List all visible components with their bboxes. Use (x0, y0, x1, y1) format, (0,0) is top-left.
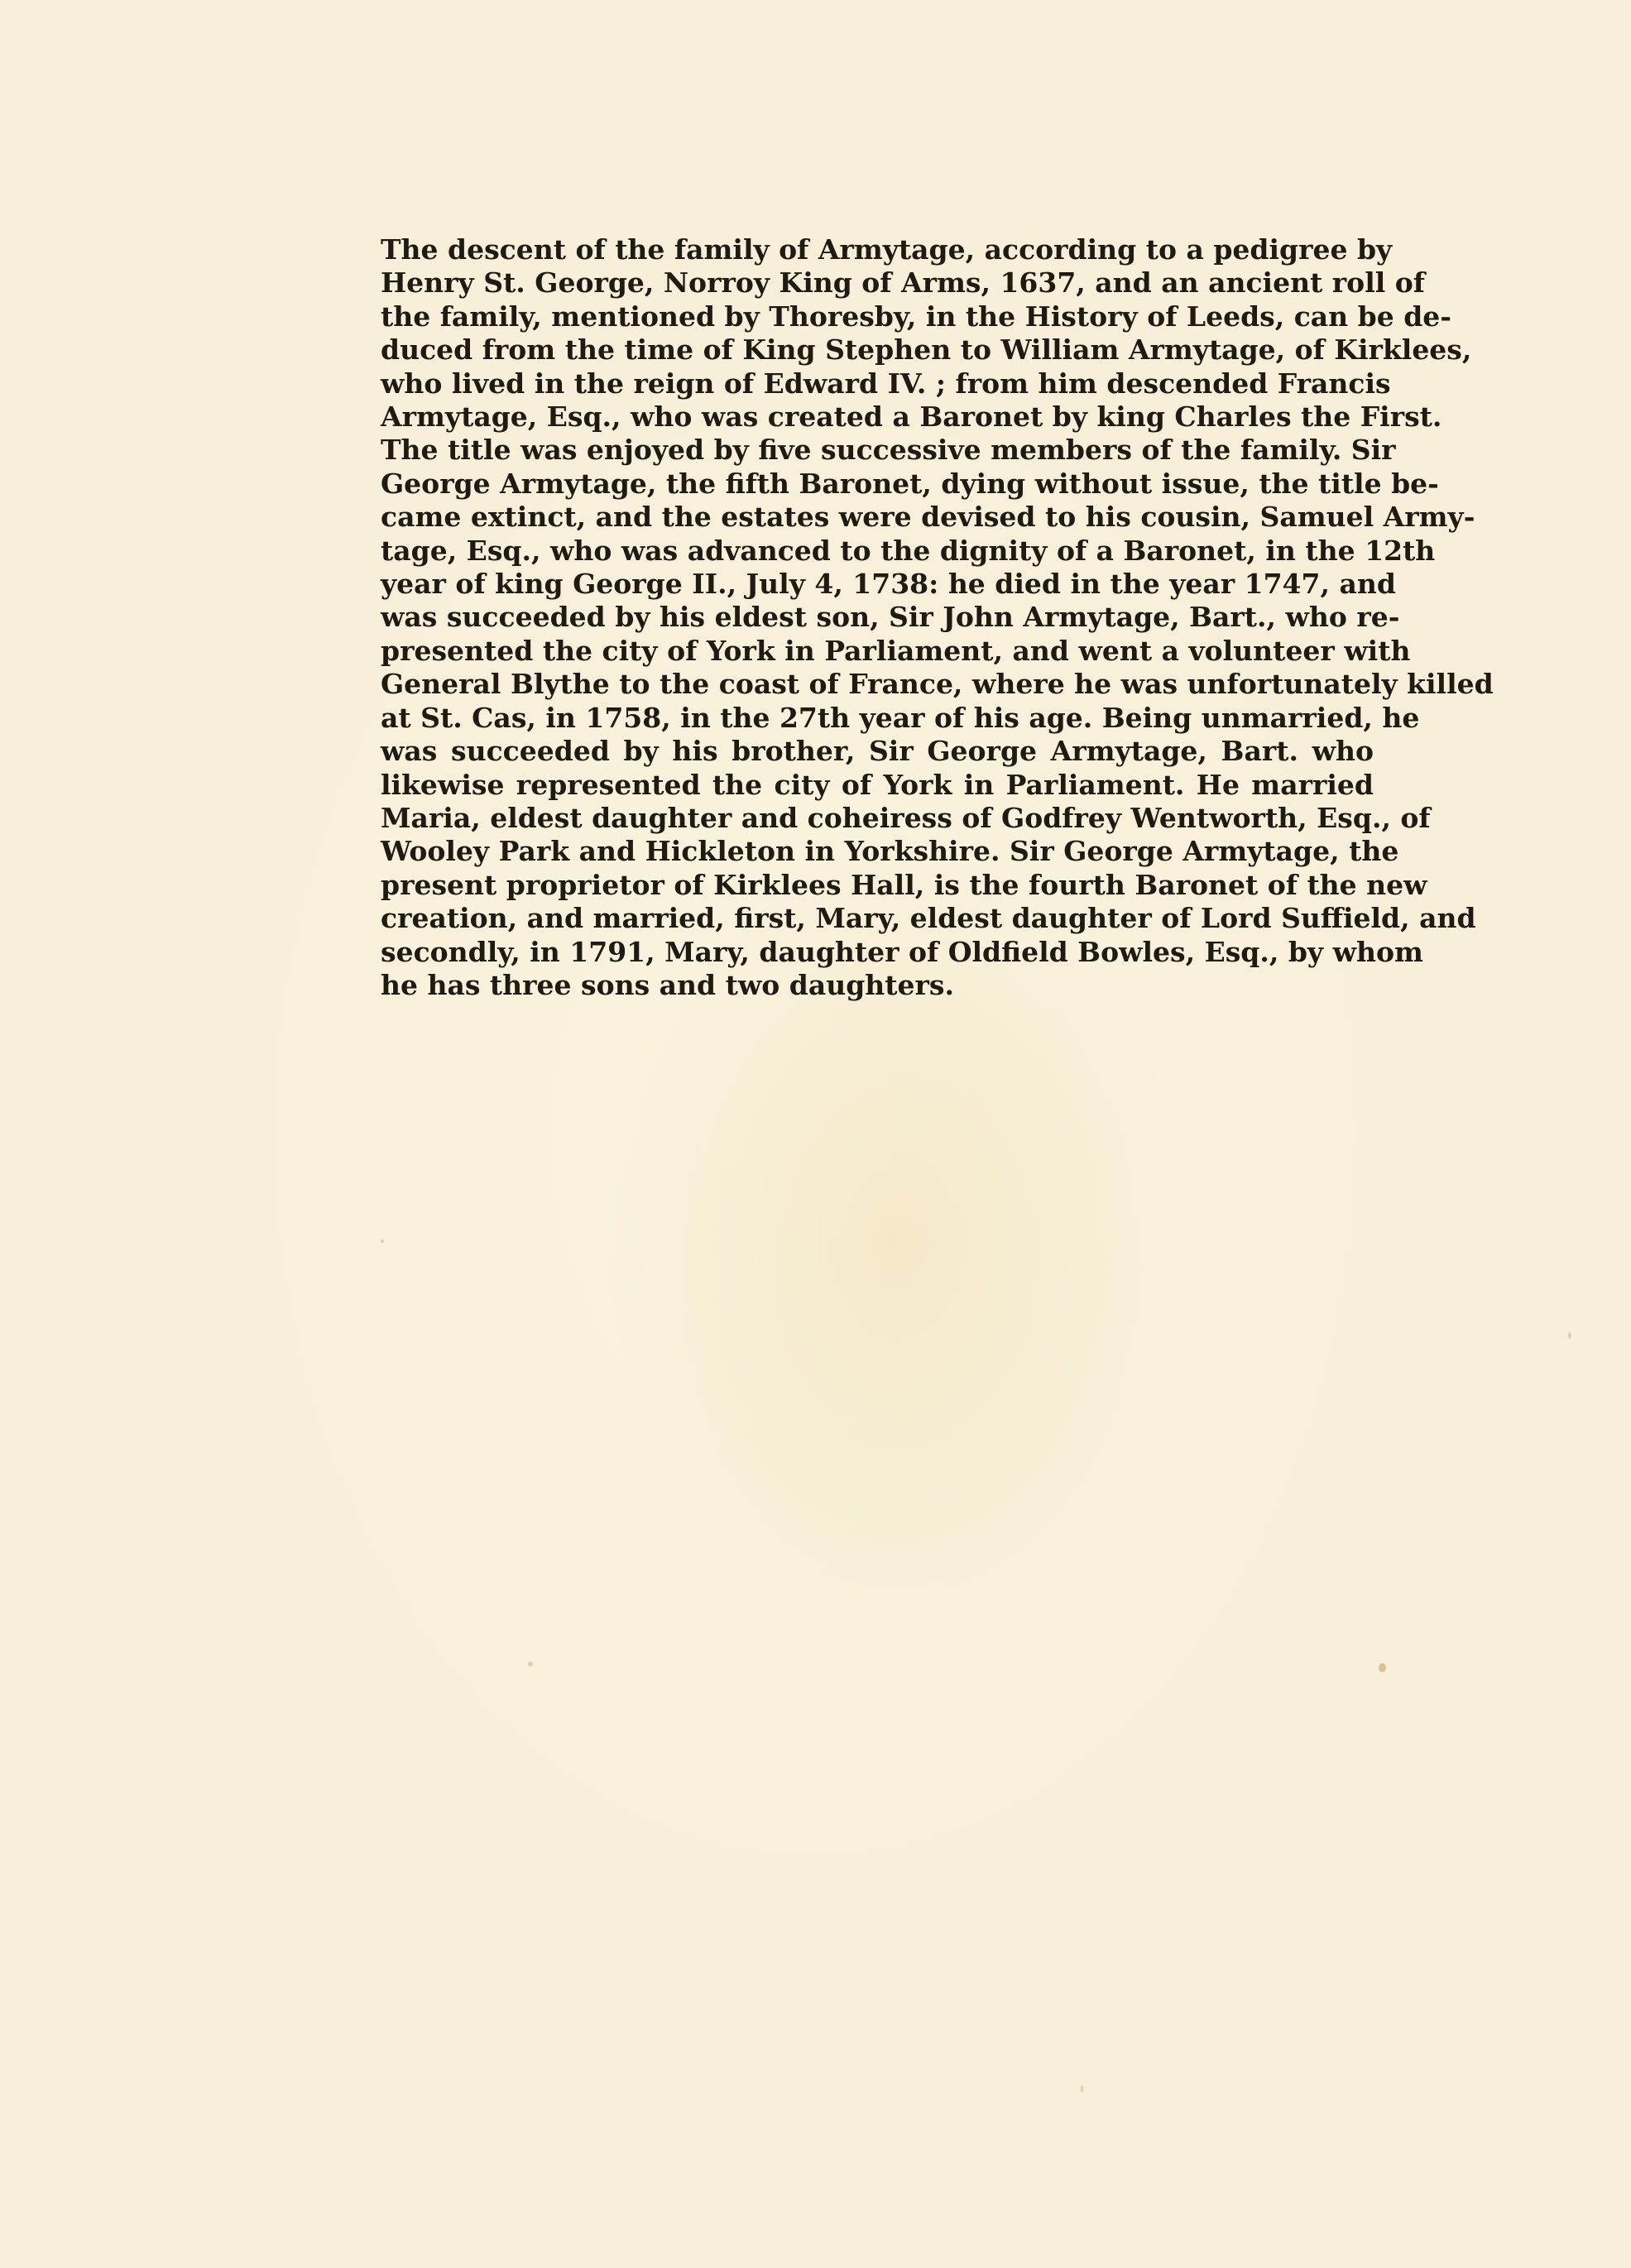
text-line-23: he has three sons and two daughters. (381, 968, 954, 1001)
text-line-16: was succeeded by his brother, Sir George Armytage, Bart. who (381, 735, 1374, 768)
text-line-8: George Armytage, the fifth Baronet, dying without issue, the title be- (381, 467, 1439, 500)
text-line-7: The title was enjoyed by five successive members of the family. Sir (381, 434, 1396, 467)
text-line-4: duced from the time of King Stephen to William Armytage, of Kirklees, (381, 333, 1472, 367)
text-line-22: secondly, in 1791, Mary, daughter of Oldfield Bowles, Esq., by whom (381, 935, 1423, 968)
text-line-6: Armytage, Esq., who was created a Baronet by king Charles the First. (381, 400, 1442, 434)
paper-speck (1379, 1663, 1386, 1672)
text-line-17: likewise represented the city of York in Parliament. He married (381, 768, 1374, 801)
text-line-18: Maria, eldest daughter and coheiress of Godfrey Wentworth, Esq., of (381, 801, 1431, 834)
text-line-5: who lived in the reign of Edward IV. ; from him descended Francis (381, 367, 1391, 400)
text-line-19: Wooley Park and Hickleton in Yorkshire. Sir George Armytage, the (381, 835, 1399, 868)
text-line-12: was succeeded by his eldest son, Sir John Armytage, Bart., who re- (381, 601, 1400, 634)
paper-speck (1081, 2085, 1083, 2093)
text-line-10: tage, Esq., who was advanced to the dignity of a Baronet, in the 12th (381, 534, 1436, 567)
text-line-2: Henry St. George, Norroy King of Arms, 1637, and an ancient roll of (381, 266, 1425, 300)
text-line-21: creation, and married, first, Mary, eldest daughter of Lord Suffield, and (381, 902, 1476, 935)
text-line-14: General Blythe to the coast of France, where he was unfortunately killed (381, 668, 1494, 701)
text-line-3: the family, mentioned by Thoresby, in the History of Leeds, can be de- (381, 300, 1451, 333)
paper-speck (528, 1661, 533, 1666)
text-line-13: presented the city of York in Parliament, and went a volunteer with (381, 634, 1411, 667)
paper-speck (381, 1239, 384, 1243)
text-line-9: came extinct, and the estates were devised to his cousin, Samuel Army- (381, 501, 1475, 534)
text-line-1: The descent of the family of Armytage, according to a pedigree by (381, 233, 1393, 266)
text-block (381, 233, 1494, 1002)
paper-speck (1568, 1332, 1571, 1339)
text-line-15: at St. Cas, in 1758, in the 27th year of his age. Being unmarried, he (381, 701, 1420, 734)
text-line-11: year of king George II., July 4, 1738: he died in the year 1747, and (381, 568, 1396, 601)
text-line-20: present proprietor of Kirklees Hall, is the fourth Baronet of the new (381, 868, 1427, 901)
